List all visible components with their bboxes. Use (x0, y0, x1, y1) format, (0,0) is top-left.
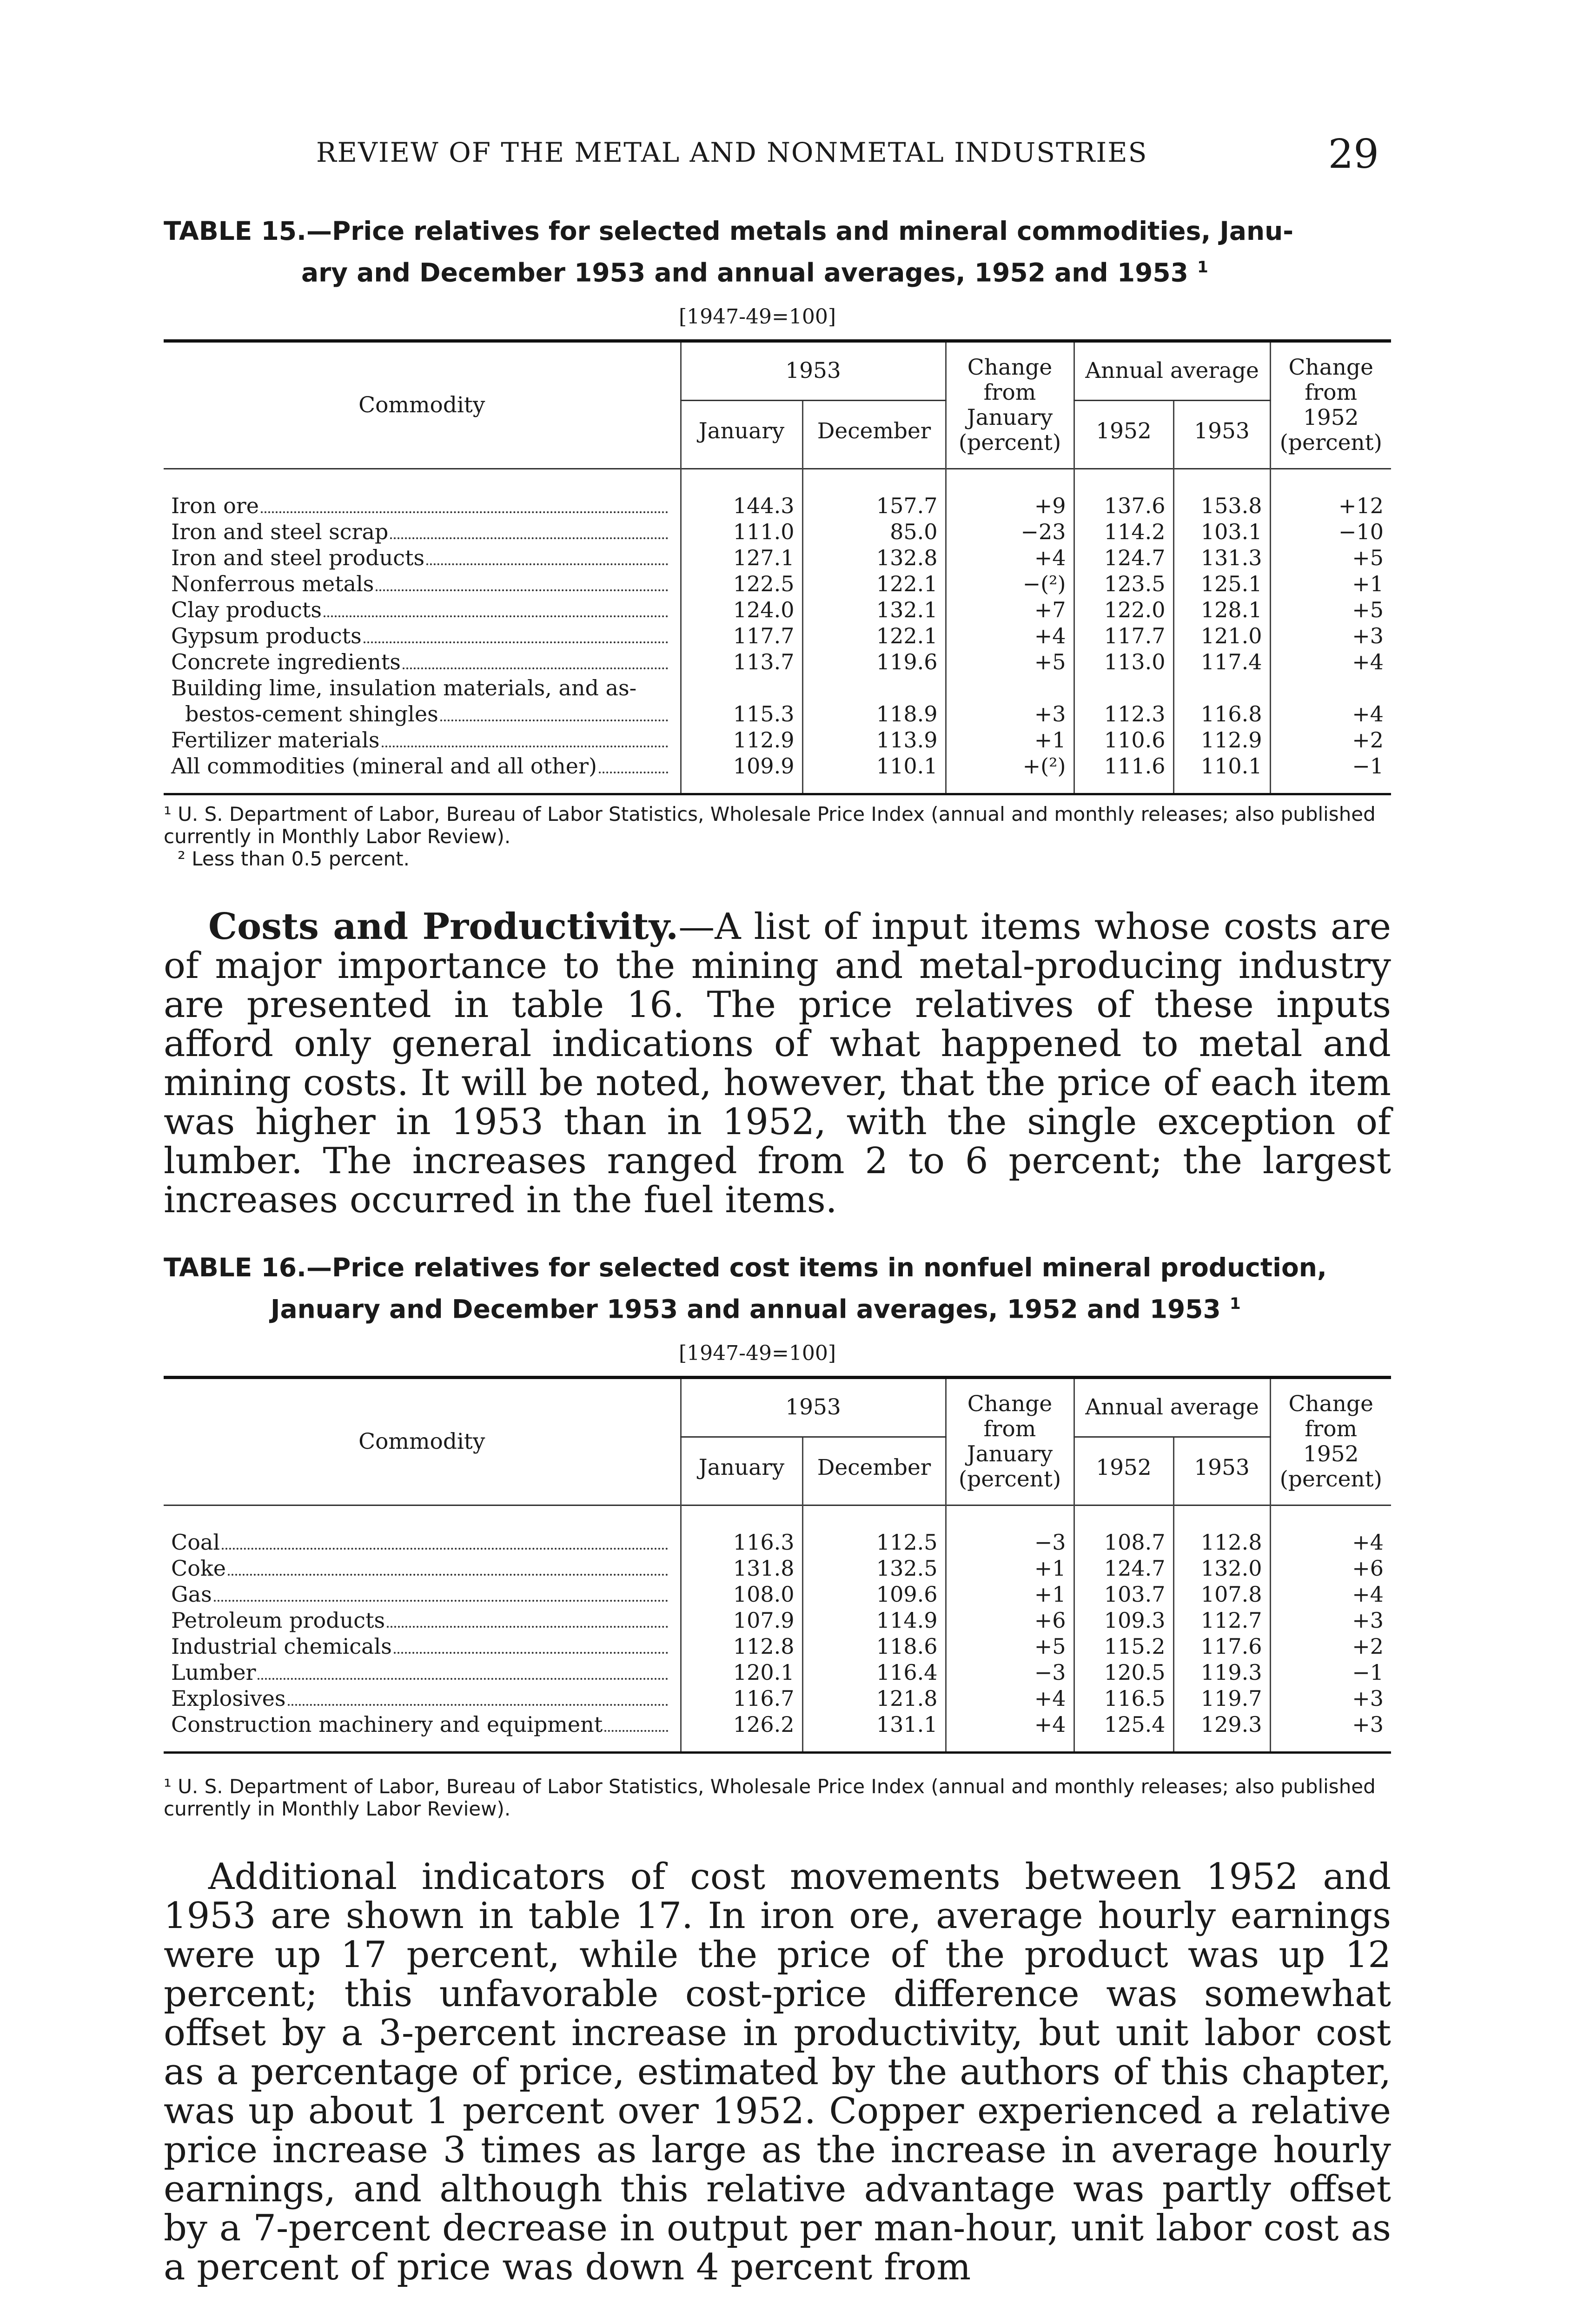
cell-chg-1952: +1 (1270, 571, 1391, 597)
cell-dec: 121.8 (802, 1685, 946, 1711)
cell-chg-jan: +4 (946, 1711, 1074, 1753)
table-row (164, 469, 1391, 519)
row-name: Coal (171, 1530, 220, 1555)
cell-jan: 107.9 (681, 1607, 802, 1633)
additional-paragraph (164, 1857, 1391, 2287)
cell-chg-1952: +3 (1270, 1607, 1391, 1633)
cell-chg-jan: +4 (946, 1685, 1074, 1711)
cell-jan: 111.0 (681, 519, 802, 545)
cell-chg-1952: +12 (1270, 469, 1391, 519)
table15 (164, 339, 1391, 795)
cell-avg-1952: 112.3 (1074, 675, 1173, 727)
cell-avg-1952: 124.7 (1074, 545, 1173, 571)
table16-label: TABLE 16. (164, 1253, 306, 1282)
cell-chg-1952: +4 (1270, 1505, 1391, 1556)
cell-jan: 117.7 (681, 623, 802, 649)
cell-avg-1953: 112.9 (1173, 727, 1270, 753)
table-row (164, 623, 1391, 649)
cell-chg-jan: +1 (946, 1555, 1074, 1581)
cell-jan: 127.1 (681, 545, 802, 571)
table-row (164, 1555, 1391, 1581)
table-row (164, 1607, 1391, 1633)
running-head: REVIEW OF THE METAL AND NONMETAL INDUSTRIES (316, 137, 1148, 168)
cell-avg-1952: 113.0 (1074, 649, 1173, 675)
cell-jan: 124.0 (681, 597, 802, 623)
row-name: Industrial chemicals (171, 1634, 392, 1659)
cell-chg-jan: +7 (946, 597, 1074, 623)
row-name: Explosives (171, 1686, 286, 1711)
cell-avg-1953: 103.1 (1173, 519, 1270, 545)
row-name: Coke (171, 1556, 226, 1581)
cell-jan: 120.1 (681, 1659, 802, 1685)
table-row (164, 571, 1391, 597)
table16-caption-line2: January and December 1953 and annual averages, 1952 and 1953 (271, 1294, 1221, 1324)
cell-dec: 116.4 (802, 1659, 946, 1685)
col-change-1952: Change from 1952 (percent) (1270, 341, 1391, 469)
cell-chg-jan: +1 (946, 1581, 1074, 1607)
cell-avg-1952: 137.6 (1074, 469, 1173, 519)
cell-dec: 112.5 (802, 1505, 946, 1556)
cell-chg-jan: +1 (946, 727, 1074, 753)
cell-avg-1952: 124.7 (1074, 1555, 1173, 1581)
cell-chg-jan: −3 (946, 1659, 1074, 1685)
cell-chg-1952: +2 (1270, 1633, 1391, 1659)
table16-footnote-1: ¹ U. S. Department of Labor, Bureau of Labor Statistics, Wholesale Price Index (annual and monthly releases; also published currently in Monthly Labor Review). (164, 1775, 1376, 1820)
cell-avg-1952: 117.7 (1074, 623, 1173, 649)
table-row (164, 675, 1391, 727)
cell-dec: 122.1 (802, 571, 946, 597)
cell-chg-1952: +6 (1270, 1555, 1391, 1581)
col-group-1953: 1953 (681, 1378, 946, 1437)
cell-avg-1953: 131.3 (1173, 545, 1270, 571)
cell-chg-jan: +5 (946, 1633, 1074, 1659)
row-name: Petroleum products (171, 1608, 385, 1633)
col-december: December (802, 400, 946, 469)
row-name-line1: Building lime, insulation materials, and as- (171, 675, 637, 700)
row-name: Lumber (171, 1660, 256, 1685)
table15-footnote-2: ² Less than 0.5 percent. (178, 847, 410, 870)
table-row (164, 753, 1391, 794)
cell-avg-1953: 132.0 (1173, 1555, 1270, 1581)
cell-dec: 132.5 (802, 1555, 946, 1581)
costs-text: —A list of input items whose costs are of major importance to the mining and metal-producing industry are presented in table 16. The price relatives of these inputs afford only general indications of what happened to metal and mining costs. It will be noted, however, that the price of each item was higher in 1953 than in 1952, with the single exception of lumber. The increases ranged from 2 to 6 percent; the largest increases occurred in the fuel items. (164, 906, 1391, 1221)
col-commodity: Commodity (164, 1378, 681, 1505)
cell-chg-1952: −1 (1270, 753, 1391, 794)
cell-chg-jan: −3 (946, 1505, 1074, 1556)
cell-avg-1952: 108.7 (1074, 1505, 1173, 1556)
cell-avg-1952: 122.0 (1074, 597, 1173, 623)
col-1953: 1953 (1173, 400, 1270, 469)
cell-dec: 109.6 (802, 1581, 946, 1607)
cell-dec: 114.9 (802, 1607, 946, 1633)
col-change-january: Change from January (percent) (946, 341, 1074, 469)
col-1952: 1952 (1074, 1437, 1173, 1505)
col-group-1953: 1953 (681, 341, 946, 401)
table-row (164, 1633, 1391, 1659)
cell-avg-1952: 114.2 (1074, 519, 1173, 545)
table-row (164, 1659, 1391, 1685)
row-name: Construction machinery and equipment (171, 1712, 603, 1737)
cell-chg-jan: −23 (946, 519, 1074, 545)
cell-dec: 132.8 (802, 545, 946, 571)
cell-chg-jan: +9 (946, 469, 1074, 519)
cell-avg-1953: 112.8 (1173, 1505, 1270, 1556)
cell-chg-1952: +4 (1270, 649, 1391, 675)
row-name: Clay products (171, 597, 322, 622)
table15-caption-note: 1 (1197, 258, 1208, 277)
cell-jan: 122.5 (681, 571, 802, 597)
cell-jan: 112.8 (681, 1633, 802, 1659)
row-name: Gas (171, 1582, 212, 1607)
cell-avg-1953: 107.8 (1173, 1581, 1270, 1607)
cell-avg-1953: 116.8 (1173, 675, 1270, 727)
col-1952: 1952 (1074, 400, 1173, 469)
cell-dec: 85.0 (802, 519, 946, 545)
cell-avg-1952: 111.6 (1074, 753, 1173, 794)
cell-avg-1952: 120.5 (1074, 1659, 1173, 1685)
table-row (164, 597, 1391, 623)
col-change-1952: Change from 1952 (percent) (1270, 1378, 1391, 1505)
cell-dec: 119.6 (802, 649, 946, 675)
cell-avg-1953: 117.6 (1173, 1633, 1270, 1659)
col-december: December (802, 1437, 946, 1505)
table15-label: TABLE 15. (164, 216, 306, 246)
cell-jan: 112.9 (681, 727, 802, 753)
cell-avg-1953: 125.1 (1173, 571, 1270, 597)
cell-jan: 116.3 (681, 1505, 802, 1556)
row-name: bestos-cement shingles (185, 701, 438, 726)
cell-chg-jan: +6 (946, 1607, 1074, 1633)
row-name: Iron and steel products (171, 545, 425, 570)
col-january: January (681, 1437, 802, 1505)
cell-chg-1952: +3 (1270, 1685, 1391, 1711)
table15-footnotes (164, 803, 1391, 870)
cell-dec: 131.1 (802, 1711, 946, 1753)
table15-caption-line2: ary and December 1953 and annual averages, 1952 and 1953 (301, 257, 1188, 288)
cell-jan: 131.8 (681, 1555, 802, 1581)
row-name: Iron and steel scrap (171, 519, 389, 544)
cell-jan: 115.3 (681, 675, 802, 727)
cell-avg-1952: 110.6 (1074, 727, 1173, 753)
cell-avg-1953: 112.7 (1173, 1607, 1270, 1633)
cell-avg-1952: 123.5 (1074, 571, 1173, 597)
cell-dec: 110.1 (802, 753, 946, 794)
table-row (164, 1505, 1391, 1556)
table-row (164, 519, 1391, 545)
table16-caption (164, 1249, 1396, 1327)
table-row (164, 1685, 1391, 1711)
table15-caption (164, 213, 1396, 290)
costs-paragraph (164, 907, 1391, 1220)
col-january: January (681, 400, 802, 469)
table15-caption-line1: —Price relatives for selected metals and mineral commodities, Janu- (306, 216, 1294, 246)
table-row (164, 1711, 1391, 1753)
cell-jan: 108.0 (681, 1581, 802, 1607)
cell-dec: 118.6 (802, 1633, 946, 1659)
cell-chg-1952: +5 (1270, 545, 1391, 571)
col-group-annual-average: Annual average (1074, 341, 1270, 401)
cell-chg-1952: −10 (1270, 519, 1391, 545)
row-name: All commodities (mineral and all other) (171, 753, 597, 779)
additional-text: Additional indicators of cost movements between 1952 and 1953 are shown in table 17. In iron ore, average hourly earnings were up 17 percent, while the price of the product was up 12 percent; this unfavorable cost-price difference was somewhat offset by a 3-percent increase in productivity, but unit labor cost as a percentage of price, estimated by the authors of this chapter, was up about 1 percent over 1952. Copper experienced a relative price increase 3 times as large as the increase in average hourly earnings, and although this relative advantage was partly offset by a 7-percent decrease in output per man-hour, unit labor cost as a percent of price was down 4 percent from (164, 1856, 1391, 2288)
cell-avg-1953: 129.3 (1173, 1711, 1270, 1753)
cell-chg-1952: +5 (1270, 597, 1391, 623)
cell-chg-jan: +4 (946, 545, 1074, 571)
cell-avg-1952: 115.2 (1074, 1633, 1173, 1659)
table-row (164, 1581, 1391, 1607)
cell-dec: 157.7 (802, 469, 946, 519)
row-name: Fertilizer materials (171, 727, 380, 753)
table16 (164, 1376, 1391, 1754)
cell-avg-1952: 125.4 (1074, 1711, 1173, 1753)
table-row (164, 545, 1391, 571)
costs-heading: Costs and Productivity. (208, 905, 679, 948)
cell-chg-1952: +3 (1270, 1711, 1391, 1753)
cell-jan: 126.2 (681, 1711, 802, 1753)
col-change-january: Change from January (percent) (946, 1378, 1074, 1505)
cell-avg-1953: 119.3 (1173, 1659, 1270, 1685)
table15-footnote-1: ¹ U. S. Department of Labor, Bureau of Labor Statistics, Wholesale Price Index (annual and monthly releases; also published currently in Monthly Labor Review). (164, 803, 1376, 848)
cell-chg-jan: +(²) (946, 753, 1074, 794)
table16-footnotes (164, 1776, 1391, 1820)
page-number: 29 (1328, 131, 1379, 178)
cell-chg-jan: +5 (946, 649, 1074, 675)
cell-avg-1952: 116.5 (1074, 1685, 1173, 1711)
col-group-annual-average: Annual average (1074, 1378, 1270, 1437)
col-1953: 1953 (1173, 1437, 1270, 1505)
cell-dec: 132.1 (802, 597, 946, 623)
cell-dec: 113.9 (802, 727, 946, 753)
cell-chg-1952: +3 (1270, 623, 1391, 649)
table16-base: [1947-49=100] (679, 1341, 836, 1365)
cell-chg-1952: +4 (1270, 1581, 1391, 1607)
cell-jan: 116.7 (681, 1685, 802, 1711)
row-name: Iron ore (171, 493, 259, 518)
cell-avg-1953: 110.1 (1173, 753, 1270, 794)
row-name: Gypsum products (171, 623, 362, 648)
cell-chg-1952: −1 (1270, 1659, 1391, 1685)
cell-avg-1952: 109.3 (1074, 1607, 1173, 1633)
table16-caption-note: 1 (1229, 1294, 1241, 1313)
cell-avg-1953: 117.4 (1173, 649, 1270, 675)
cell-jan: 109.9 (681, 753, 802, 794)
col-commodity: Commodity (164, 341, 681, 469)
cell-dec: 122.1 (802, 623, 946, 649)
cell-chg-jan: −(²) (946, 571, 1074, 597)
cell-dec: 118.9 (802, 675, 946, 727)
table15-base: [1947-49=100] (679, 305, 836, 329)
row-name: Concrete ingredients (171, 649, 401, 674)
cell-chg-jan: +4 (946, 623, 1074, 649)
cell-jan: 113.7 (681, 649, 802, 675)
table16-caption-line1: —Price relatives for selected cost items in nonfuel mineral production, (306, 1253, 1327, 1282)
cell-jan: 144.3 (681, 469, 802, 519)
cell-chg-1952: +4 (1270, 675, 1391, 727)
cell-avg-1952: 103.7 (1074, 1581, 1173, 1607)
cell-avg-1953: 121.0 (1173, 623, 1270, 649)
row-name: Nonferrous metals (171, 571, 374, 596)
cell-chg-1952: +2 (1270, 727, 1391, 753)
cell-chg-jan: +3 (946, 675, 1074, 727)
cell-avg-1953: 128.1 (1173, 597, 1270, 623)
table-row (164, 649, 1391, 675)
cell-avg-1953: 119.7 (1173, 1685, 1270, 1711)
table-row (164, 727, 1391, 753)
cell-avg-1953: 153.8 (1173, 469, 1270, 519)
